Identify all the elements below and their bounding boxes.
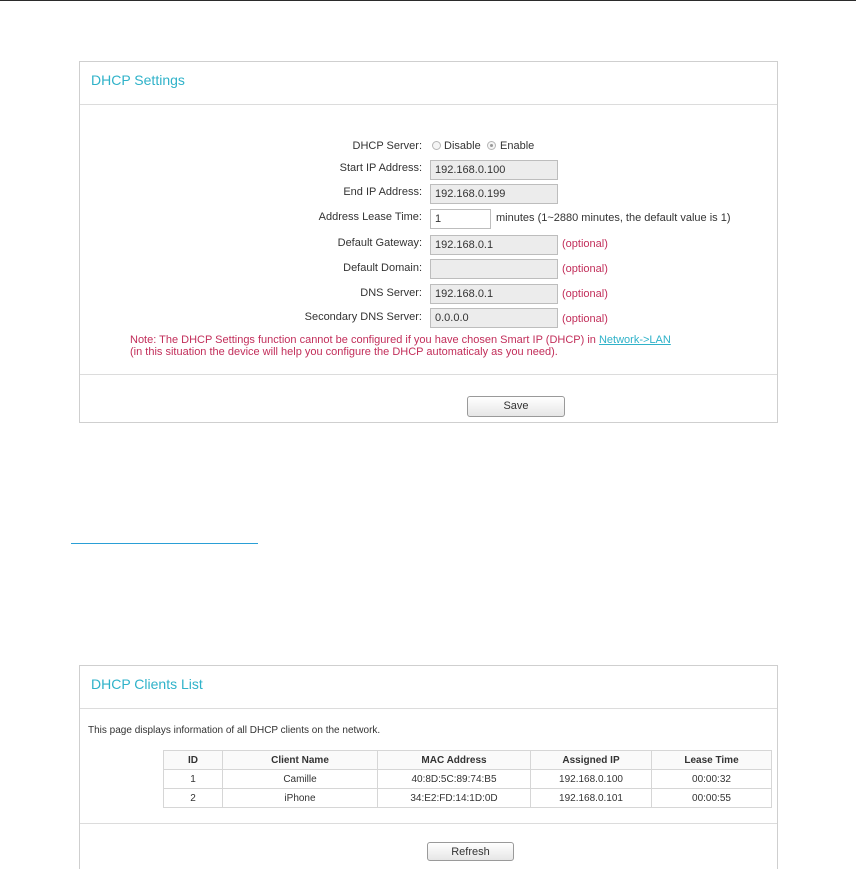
end-ip-input[interactable]	[430, 184, 558, 204]
note-line-1: Note: The DHCP Settings function cannot be configured if you have chosen Smart IP (DHCP) in	[130, 334, 596, 346]
cell-lease-time: 00:00:32	[652, 770, 772, 789]
cell-mac-address: 34:E2:FD:14:1D:0D	[378, 789, 531, 808]
col-id: ID	[164, 751, 223, 770]
table-header-row	[164, 751, 772, 770]
note-text	[130, 334, 671, 358]
refresh-button[interactable]: Refresh	[427, 842, 514, 861]
clients-panel-title: DHCP Clients List	[91, 676, 203, 692]
default-domain-label: Default Domain:	[343, 262, 422, 274]
table-row	[164, 789, 772, 808]
cell-assigned-ip: 192.168.0.101	[531, 789, 652, 808]
enable-radio-label[interactable]: Enable	[500, 140, 535, 152]
default-gateway-label: Default Gateway:	[337, 237, 422, 249]
secondary-dns-optional: (optional)	[562, 313, 608, 325]
cell-assigned-ip: 192.168.0.100	[531, 770, 652, 789]
cell-lease-time: 00:00:55	[652, 789, 772, 808]
cell-client-name: Camille	[223, 770, 378, 789]
lease-time-input[interactable]	[430, 209, 491, 229]
clients-description: This page displays information of all DHCP clients on the network.	[88, 725, 381, 736]
dhcp-server-label: DHCP Server:	[352, 140, 422, 152]
top-rule	[0, 0, 856, 1]
panel-title: DHCP Settings	[91, 72, 185, 88]
clients-footer-divider	[80, 823, 777, 824]
lease-time-hint: minutes (1~2880 minutes, the default value is 1)	[496, 212, 731, 224]
col-client-name: Client Name	[223, 751, 378, 770]
note-line-2: (in this situation the device will help you configure the DHCP automaticaly as you need).	[130, 346, 558, 358]
section-divider-line	[71, 543, 258, 544]
footer-divider	[80, 374, 777, 375]
secondary-dns-label: Secondary DNS Server:	[304, 311, 422, 323]
start-ip-input[interactable]	[430, 160, 558, 180]
dns-server-label: DNS Server:	[360, 287, 422, 299]
col-assigned-ip: Assigned IP	[531, 751, 652, 770]
cell-client-name: iPhone	[223, 789, 378, 808]
default-domain-input[interactable]	[430, 259, 558, 279]
start-ip-label: Start IP Address:	[339, 162, 422, 174]
gateway-optional: (optional)	[562, 238, 608, 250]
cell-mac-address: 40:8D:5C:89:74:B5	[378, 770, 531, 789]
domain-optional: (optional)	[562, 263, 608, 275]
col-lease-time: Lease Time	[652, 751, 772, 770]
clients-title-divider	[80, 708, 777, 709]
title-divider	[80, 104, 777, 105]
table-row	[164, 770, 772, 789]
save-button[interactable]: Save	[467, 396, 565, 417]
cell-id: 1	[164, 770, 223, 789]
dns-optional: (optional)	[562, 288, 608, 300]
disable-radio-label[interactable]: Disable	[444, 140, 481, 152]
secondary-dns-input[interactable]	[430, 308, 558, 328]
enable-radio[interactable]	[487, 141, 496, 150]
col-mac-address: MAC Address	[378, 751, 531, 770]
dhcp-settings-panel	[79, 61, 778, 423]
default-gateway-input[interactable]	[430, 235, 558, 255]
lease-time-label: Address Lease Time:	[318, 211, 422, 223]
clients-table	[163, 750, 772, 808]
cell-id: 2	[164, 789, 223, 808]
end-ip-label: End IP Address:	[343, 186, 422, 198]
dns-server-input[interactable]	[430, 284, 558, 304]
network-lan-link[interactable]: Network->LAN	[598, 334, 671, 346]
disable-radio[interactable]	[432, 141, 441, 150]
